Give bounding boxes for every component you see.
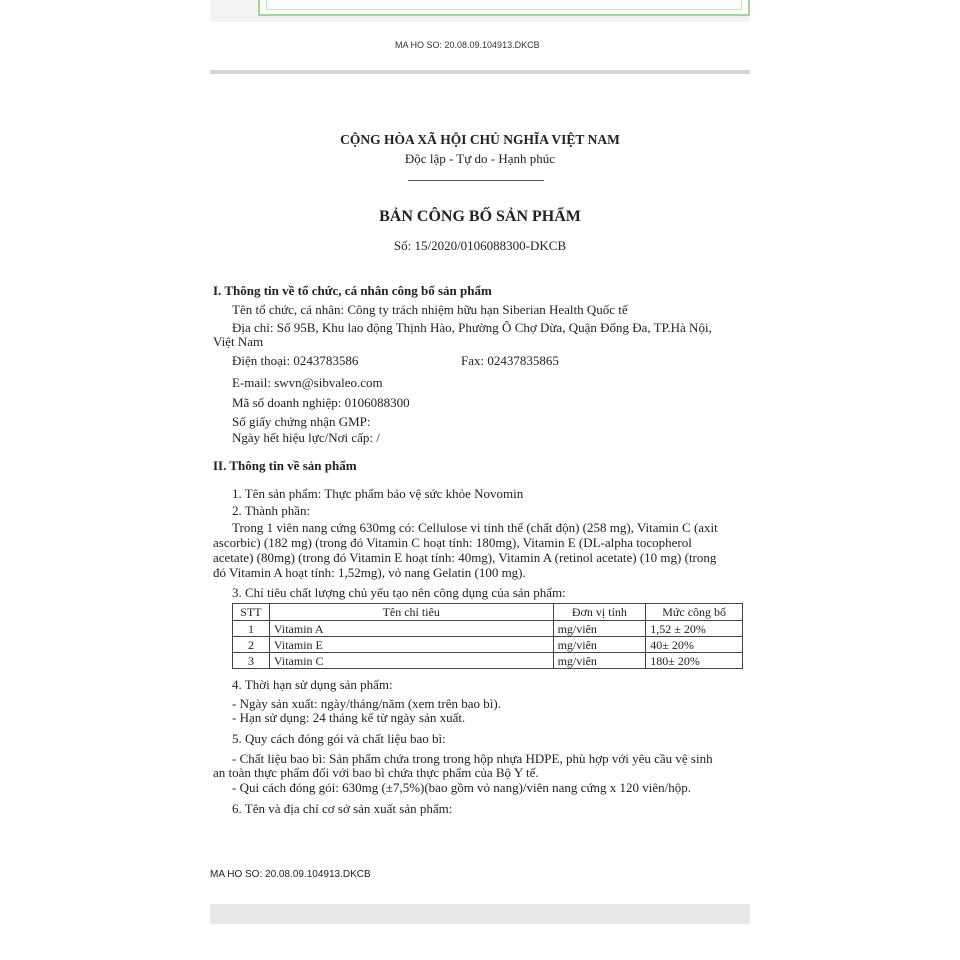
phone: Điện thoại: 0243783586 [232, 353, 359, 368]
table-cell: 40± 20% [646, 637, 743, 653]
table-header: Tên chỉ tiêu [269, 604, 553, 621]
packaging-line-3: - Qui cách đóng gói: 630mg (±7,5%)(bao gồm vỏ nang)/viên nang cứng x 120 viên/hộp. [232, 780, 691, 795]
address-line-2: Việt Nam [213, 334, 264, 349]
table-row [233, 637, 743, 653]
certificate-border [258, 0, 750, 16]
motto: Độc lập - Tự do - Hạnh phúc [404, 151, 556, 166]
table-cell: mg/viên [553, 653, 646, 669]
footer-code: MA HO SO: 20.08.09.104913.DKCB [210, 869, 371, 880]
table-cell: mg/viên [553, 637, 646, 653]
composition-line-1: Trong 1 viên nang cứng 630mg có: Cellulose vi tinh thể (chất độn) (258 mg), Vitamin C (axit [232, 520, 718, 535]
expiry-period: - Hạn sử dụng: 24 tháng kể từ ngày sản xuất. [232, 710, 466, 725]
table-cell: 3 [233, 653, 270, 669]
document-number: Số: 15/2020/0106088300-DKCB [393, 238, 567, 253]
table-header: Mức công bố [646, 604, 743, 621]
packaging-label: 5. Quy cách đóng gói và chất liệu bao bì: [232, 731, 446, 746]
table-row [233, 653, 743, 669]
email: E-mail: swvn@sibvaleo.com [232, 375, 383, 390]
table-cell: mg/viên [553, 621, 646, 637]
composition-line-2: ascorbic) (182 mg) (trong đó Vitamin C hoạt tính: 180mg), Vitamin E (DL-alpha tocopherol [213, 535, 692, 550]
expiry: Ngày hết hiệu lực/Nơi cấp: / [232, 430, 380, 445]
quality-criteria-label: 3. Chỉ tiêu chất lượng chủ yếu tạo nên công dụng của sản phẩm: [232, 585, 566, 600]
bottom-page-edge [210, 904, 750, 924]
org-name: Tên tổ chức, cá nhân: Công ty trách nhiệm hữu hạn Siberian Health Quốc tế [232, 302, 628, 317]
quality-table [232, 603, 743, 669]
table-header-row [233, 604, 743, 621]
gmp-certificate: Số giấy chứng nhận GMP: [232, 414, 371, 429]
manufacture-date: - Ngày sản xuất: ngày/tháng/năm (xem trên bao bì). [232, 696, 501, 711]
packaging-line-2: an toàn thực phẩm đối với bao bì chứa thực phẩm của Bộ Y tế. [213, 765, 539, 780]
composition-line-4: đó Vitamin A hoạt tính: 1,52mg), vỏ nang Gelatin (100 mg). [213, 565, 526, 580]
table-cell: 1,52 ± 20% [646, 621, 743, 637]
table-header: STT [233, 604, 270, 621]
national-title: CỘNG HÒA XÃ HỘI CHỦ NGHĨA VIỆT NAM [340, 132, 620, 147]
table-cell: 1 [233, 621, 270, 637]
business-code: Mã số doanh nghiệp: 0106088300 [232, 395, 410, 410]
title-divider [408, 180, 544, 181]
address-line-1: Địa chỉ: Số 95B, Khu lao động Thịnh Hào, Phường Ô Chợ Dừa, Quận Đống Đa, TP.Hà Nội, [232, 320, 712, 335]
manufacturer-label: 6. Tên và địa chỉ cơ sở sản xuất sản phẩm: [232, 801, 453, 816]
fax: Fax: 02437835865 [461, 353, 559, 368]
table-row [233, 621, 743, 637]
table-cell: Vitamin A [269, 621, 553, 637]
table-cell: Vitamin E [269, 637, 553, 653]
shelf-life-label: 4. Thời hạn sử dụng sản phẩm: [232, 677, 393, 692]
table-header: Đơn vị tính [553, 604, 646, 621]
composition-label: 2. Thành phần: [232, 503, 311, 518]
section1-heading: I. Thông tin về tổ chức, cá nhân công bố sản phẩm [213, 283, 492, 298]
table-cell: 180± 20% [646, 653, 743, 669]
table-cell: Vitamin C [269, 653, 553, 669]
table-cell: 2 [233, 637, 270, 653]
packaging-line-1: - Chất liệu bao bì: Sản phẩm chứa trong trong hộp nhựa HDPE, phù hợp với yêu cầu vệ sinh [232, 751, 713, 766]
page-separator [210, 70, 750, 74]
composition-line-3: acetate) (80mg) (trong đó Vitamin E hoạt tính: 40mg), Vitamin A (retinol acetate) (10 mg) (trong [213, 550, 717, 565]
product-name: 1. Tên sản phẩm: Thực phẩm bảo vệ sức khỏe Novomin [232, 486, 524, 501]
document-title: BẢN CÔNG BỐ SẢN PHẨM [379, 208, 581, 225]
header-code: MA HO SO: 20.08.09.104913.DKCB [395, 40, 540, 50]
section2-heading: II. Thông tin về sản phẩm [213, 458, 357, 473]
